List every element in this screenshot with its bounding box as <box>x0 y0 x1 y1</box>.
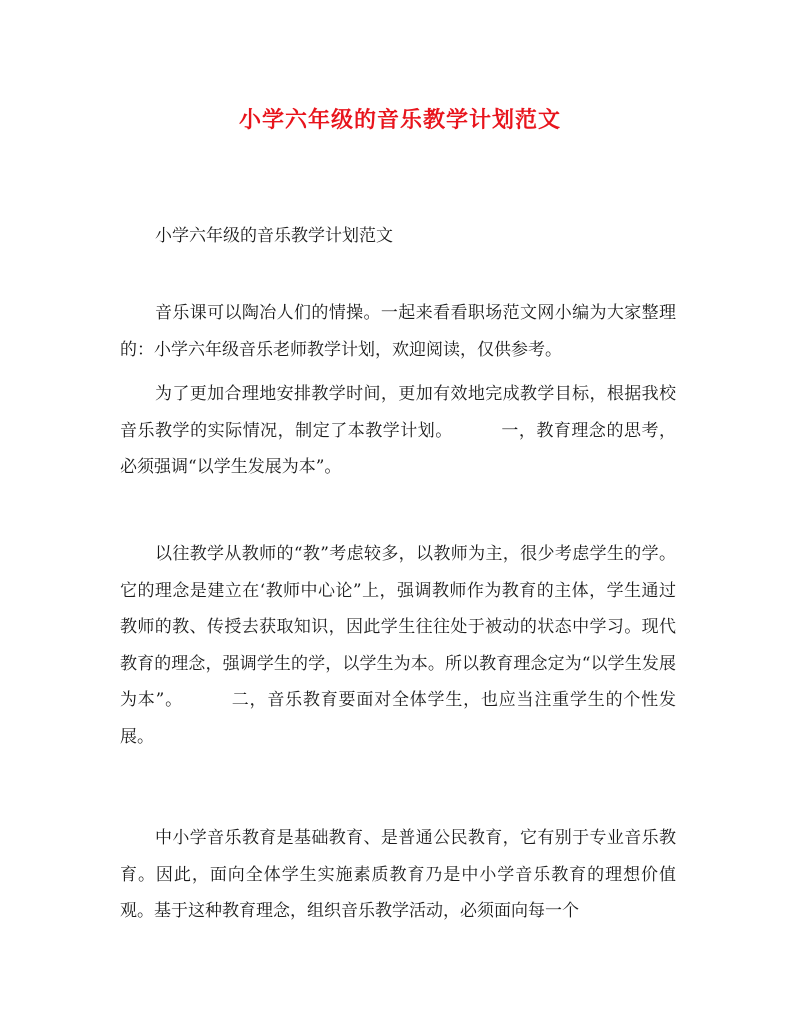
paragraph-2 <box>120 376 676 486</box>
paragraph-1 <box>120 295 676 368</box>
document-subtitle: 小学六年级的音乐教学计划范文 <box>155 226 393 246</box>
paragraph-3-part-b: 二，音乐教育要面对全体学生，也应当注重学生的个性发展。 <box>120 690 676 747</box>
document-title: 小学六年级的音乐教学计划范文 <box>238 107 561 133</box>
paragraph-3-text <box>120 536 676 755</box>
paragraph-4-text: 中小学音乐教育是基础教育、是普通公民教育，它有别于专业音乐教育。因此，面向全体学生实施素质教育乃是中小学音乐教育的理想价值观。基于这种教育理念，组织音乐教学活动，必须面向每一个 <box>120 828 676 921</box>
paragraph-4 <box>120 820 676 930</box>
paragraph-2-text <box>120 376 676 486</box>
paragraph-1-text: 音乐课可以陶冶人们的情操。一起来看看职场范文网小编为大家整理的：小学六年级音乐老师教学计划，欢迎阅读，仅供参考。 <box>120 303 676 360</box>
paragraph-2-part-a: 为了更加合理地安排教学时间，更加有效地完成教学目标，根据我校音乐教学的实际情况，制定了本教学计划。 <box>120 384 676 441</box>
paragraph-2-part-b: 一，教育理念的思考，必须强调“以学生发展为本”。 <box>120 420 677 477</box>
paragraph-3 <box>120 536 676 755</box>
paragraph-3-part-a: 以往教学从教师的“教”考虑较多，以教师为主，很少考虑学生的学。它的理念是建立在‘教师中心论”上，强调教师作为教育的主体，学生通过教师的教、传授去获取知识，因此学生往往处于被动的状态中学习。现代教育的理念，强调学生的学，以学生为本。所以教育理念定为“以学生发展为本”。 <box>120 544 676 710</box>
